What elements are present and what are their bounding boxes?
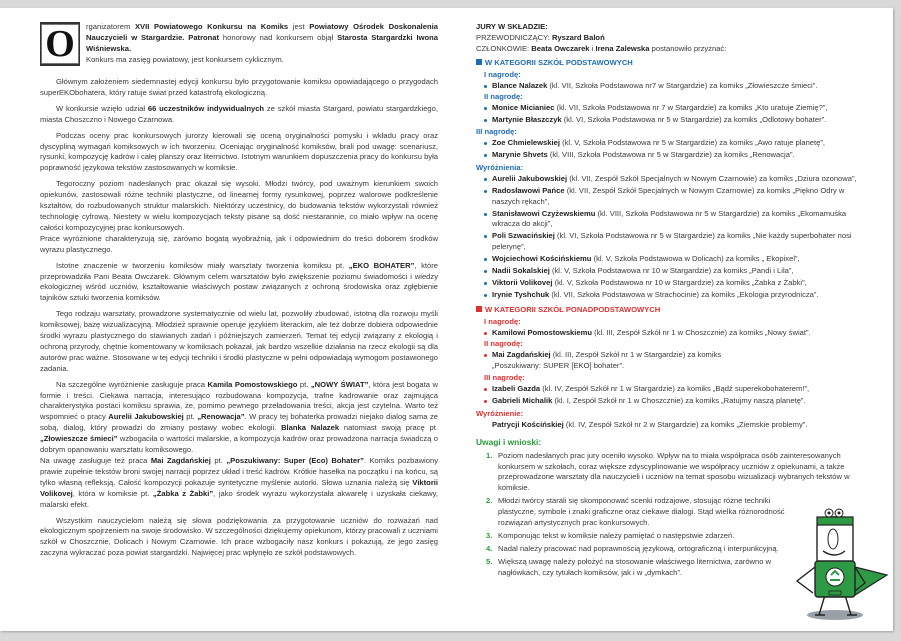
- remark-item: 4. Nadal należy pracować nad poprawnością językową, ortograficzną i interpunkcyjną.: [486, 543, 779, 553]
- award-item: Marynie Shvets (kl. VIII, Szkoła Podstawowa nr 5 w Stargardzie) za komiks „Renowacja”.: [484, 150, 866, 161]
- remark-item: 5. Większą uwagę należy położyć na stosowanie właściwego liternictwa, zarówno w nagłówkach, czy tytułach komiksów, jak i w „dymkach”.: [486, 556, 772, 577]
- remark-item: 2. Młodzi twórcy starali się skomponować scenki rodzajowe, stosując różne techniki plastyczne, symbole i znaki graficzne oraz ciekawe dialogi. Stąd wielka różnorodność rozwiązań artystycznych prac konkursowych.: [486, 496, 785, 528]
- award-item: Martynie Błaszczyk (kl. VI, Szkoła Podstawowa nr 5 w Stargardzie) za komiks „Odlotowy bohater”.: [484, 115, 866, 126]
- award-item: Mai Zagdańskiej (kl. III, Zespół Szkół nr 1 w Stargardzie) za komiks „Poszukiwany: SUPER [EKO] bohater”.: [484, 350, 752, 372]
- right-column: [476, 22, 866, 581]
- intro-paragraph: O rganizatorem XVII Powiatowego Konkursu na Komiks jest Powiatowy Ośrodek Doskonalenia Nauczycieli w Stargardzie. Patronat honorowy nad konkursem objął Starosta Stargardzki Iwona Wiśniewska. Konkurs ma zasięg powiatowy, jest konkursem cyklicznym.: [40, 22, 438, 74]
- award-list: [476, 328, 866, 339]
- remark-item: 1. Poziom nadesłanych prac jury oceniło wysoko. Wpływ na to miała współpraca osób zainteresowanych konkursem w szkołach, coraz większe zdyscyplinowanie we współpracy uczniów z opiekunami, a także przeprowadzone warsztaty dla nauczycieli i uczniów na temat sposobu wizualizacji wybranych tekstów w komiksie.: [486, 450, 850, 493]
- award-list: [476, 103, 866, 126]
- honor-list: [476, 174, 866, 301]
- left-column: [40, 22, 438, 564]
- paragraph-distinguished: Prace wyróżnione charakteryzują się, zarówno bogatą wyobraźnią, jak i odpowiednim do treści doborem środków wyrazu plastycznego.: [40, 233, 438, 254]
- award-item: Patrycji Kościńskiej (kl. IV, Zespół Szkół nr 2 w Stargardzie) za komiks „Ziemskie problemy”.: [492, 419, 808, 429]
- award-item: Blance Nalazek (kl. VII, Szkoła Podstawowa nr7 w Stargardzie) za komiks „Złowieszcze śmieci”.: [484, 81, 866, 92]
- award-item: Wojciechowi Kościńskiemu (kl. V, Szkoła Podstawowa w Dolicach) za komiks „ Ekopixel”,: [484, 254, 866, 265]
- jury-heading: JURY W SKŁADZIE:: [476, 22, 548, 31]
- award-list: [476, 350, 866, 372]
- honor-heading: Wyróżnienia:: [476, 162, 524, 172]
- square-bullet-icon: [476, 59, 482, 65]
- prize-heading: II nagrodę:: [484, 92, 523, 102]
- paragraph-participants: W konkursie wzięło udział 66 uczestników indywidualnych ze szkół miasta Stargard, powiatu stargardzkiego, miasta Choszczno i Nowego Czarnowa.: [40, 103, 438, 124]
- prize-heading: I nagrodę:: [484, 316, 521, 326]
- award-item: Viktorii Volikovej (kl. V, Szkoła Podstawowa nr 10 w Stargardzie) za komiks „Żabka z Żabki”,: [484, 278, 866, 289]
- prize-heading: II nagrodę:: [484, 339, 523, 349]
- remark-item: 3. Komponując tekst w komiksie należy pamiętać o następstwie zdarzeń.: [486, 530, 735, 540]
- remarks-heading: Uwagi i wnioski:: [476, 436, 542, 447]
- eco-superhero-mascot-icon: [775, 503, 895, 623]
- award-list: [476, 81, 866, 92]
- award-item: Monice Micianiec (kl. VII, Szkoła Podstawowa nr 7 w Stargardzie) za komiks „Kto uratuje Ziemię?”,: [484, 103, 866, 114]
- honor-heading: Wyróżnienie:: [476, 408, 524, 418]
- paragraph-goal: Głównym założeniem siedemnastej edycji konkursu było przygotowanie komiksu opowiadającego o przygodach superEKObohatera, który ratuje świat przed katastrofą ekologiczną.: [40, 77, 438, 97]
- jury-chair: PRZEWODNICZĄCY: Ryszard Baloń: [476, 32, 605, 42]
- award-list: [476, 138, 866, 161]
- award-item: Poli Szwacińskiej (kl. VI, Szkoła Podstawowa nr 5 w Stargardzie) za komiks „Nie każdy superbohater nosi pelerynę”,: [484, 231, 866, 253]
- award-item: Nadii Sokalskiej (kl. V, Szkoła Podstawowa nr 10 w Stargardzie) za komiks „Pandi i Lila”,: [484, 266, 866, 277]
- prize-heading: III nagrodę:: [476, 127, 517, 137]
- award-list: [476, 384, 866, 407]
- paragraph-highlights: Na szczególne wyróżnienie zasługuje praca Kamila Pomostowskiego pt. „NOWY ŚWIAT”, która jest bogata w formie i treści. Ciekawa narracja, interesująco rozbudowana kompozycja, trafne kadrowanie oraz zajmująca charakterystyka postaci komiksu sprawia, że, pomimo pewnego przeładowania treści, akcja jest czytelna. Warto też wspomnieć o pracy Aurelii Jakubowskiej pt. „Renowacja”. W pracy tej bohaterka prowadzi niejako dialog sama ze sobą, dialog, który prowadzi do zmiany postawy wobec ekologii. Blanka Nalazek natomiast swoją pracę pt. „Złowieszcze śmieci” wzbogaciła o wartości malarskie, a kompozycja kadrów oraz prowadzona narracja świadczą o dobrym opanowaniu warsztatu komiksowego.: [40, 379, 438, 455]
- award-item: Izabeli Gazda (kl. IV, Zespół Szkół nr 1 w Stargardzie) za komiks „Bądź superekobohaterem!”,: [484, 384, 866, 395]
- paragraph-workshop-results: Tego rodzaju warsztaty, prowadzone systematycznie od wielu lat, pozwoliły zbudować, istotną dla rozwoju myśli komiksowej, bazę wizualizacyjną. Młodzież sprawnie operuje językiem literackim, ale też dobrze dobiera odpowiednie środki wyrazu plastycznego do stawianych zadań i późniejszych zamierzeń. Temat tej edycji związany z ekologią i ochroną przyrody, chętnie komentowany w komiksach pokazał, jak bardzo wszelkie działania na rzecz ekologii są dla autorów prac ważne. Stosowane w tej edycji techniki i środki plastyczne w pełni odpowiadają wymogom postawionego zadania.: [40, 309, 438, 373]
- ornamental-dropcap-icon: O: [40, 22, 80, 66]
- award-item: Radosławowi Pańce (kl. VII, Zespół Szkół Specjalnych w Nowym Czarnowie) za komiks „Piękno Odry w naszych rękach”,: [484, 186, 866, 208]
- prize-heading: I nagrodę:: [484, 69, 521, 79]
- award-item: Irynie Tyshchuk (kl. VII, Szkoła Podstawowa w Strachocinie) za komiks „Ekologia przyrodnicza”.: [484, 290, 866, 301]
- award-item: Zoe Chmielewskiej (kl. V, Szkoła Podstawowa nr 5 w Stargardzie) za komiks „Awo ratuje planetę”,: [484, 138, 866, 149]
- award-item: Aurelii Jakubowskiej (kl. VII, Zespół Szkół Specjalnych w Nowym Czarnowie) za komiks „Dziura ozonowa”,: [484, 174, 866, 185]
- document-page: [0, 8, 893, 631]
- award-item: Gabrieli Michalik (kl. I, Zespół Szkół nr 1 w Choszcznie) za komiks „Ratujmy naszą planetę”.: [484, 396, 866, 407]
- paragraph-thanks: Wszystkim nauczycielom należą się słowa podziękowania za przygotowanie uczniów do rozważań nad ekologicznym spojrzeniem na swoje środowisko. W szczególności dziękujemy opiekunom, którzy pracowali z uczniami szkół w Choszcznie, Dolicach i Nowym Czarnowie. Ich prace wzbogaciły nasz konkurs i pokazują, że jego zasięg zaczyna wykraczać poza powiat stargardzki. Najwięcej prac wpłynęło ze szkół podstawowych.: [40, 515, 438, 558]
- square-bullet-icon: [476, 306, 482, 312]
- jury-members: CZŁONKOWIE: Beata Owczarek i Irena Zalewska postanowiło przyznać:: [476, 43, 727, 53]
- prize-heading: III nagrodę:: [484, 373, 525, 383]
- award-item: Stanisławowi Czyżewskiemu (kl. VIII, Szkoła Podstawowa nr 5 w Stargardzie) za komiks „Ekomamuśka wkracza do akcji”,: [484, 209, 866, 231]
- paragraph-evaluation: Podczas oceny prac konkursowych jurorzy kierowali się oceną oryginalności pomysłu i wkładu pracy oraz dyscypliną wymagań komiksowych w ich tworzeniu. Oceniając oryginalność komiksów, brali pod uwagę: scenariusz, rysunki, kompozycję kadrów i całej planszy oraz liternictwo. Istotnym warunkiem dopuszczenia pracy do konkursu była poprawność językowa tekstów zastosowanych w komiksie.: [40, 130, 438, 173]
- paragraph-workshops: Istotne znaczenie w tworzeniu komiksów miały warsztaty tworzenia komiksu pt. „EKO BOHATER”, które przeprowadziła Pani Beata Owczarek. Głównym celem warsztatów było zwiększenie poziomu świadomości i wiedzy ekologicznej wśród uczniów, kształtowanie właściwych postaw związanych z ochroną środowiska oraz zgłębienie tajników sztuki tworzenia komiksów.: [40, 260, 438, 303]
- award-item: Kamilowi Pomostowskiemu (kl. III, Zespół Szkół nr 1 w Choszcznie) za komiks „Nowy świat”.: [484, 328, 866, 339]
- paragraph-level: Tegoroczny poziom nadesłanych prac okazał się wysoki. Młodzi twórcy, pod uważnym kierunkiem swoich opiekunów, zastosowali różne techniki plastyczne, od linearnej formy rysunkowej, poprzez walorowe podkreślenie kształtów, do rozbudowanych struktur malarskich. Niektórzy uczestnicy, do budowania tekstów wykorzystali również technologię cyfrową. Niestety w wielu kompozycjach teksty pisane są dość niestarannie, co miało wpływ na ocenę całości kompozycyjnej prac konkursowych.: [40, 179, 438, 232]
- category-primary-heading: W KATEGORII SZKÓŁ PODSTAWOWYCH: [476, 58, 866, 69]
- paragraph-more-highlights: Na uwagę zasługuje też praca Mai Zagdańskiej pt. „Poszukiwany: Super (Eco) Bohater”. Komiks pozbawiony prawie zupełnie tekstów broni swojej narracji poprzez układ i treść kadrów. Krótkie hasełka na początku i na końcu, są tylko własną refleksją. Całość kompozycji pokazuje syntetyczne myślenie autorki. Słowa uznania należą się Viktorii Volikovej, która w komiksie pt. „Żabka z Żabki”, jako środek wyrazu wykorzystała akwarelę i uzyskała ciekawy, malarski efekt.: [40, 456, 438, 509]
- category-secondary-heading: W KATEGORII SZKÓŁ PONADPODSTAWOWYCH: [476, 305, 866, 316]
